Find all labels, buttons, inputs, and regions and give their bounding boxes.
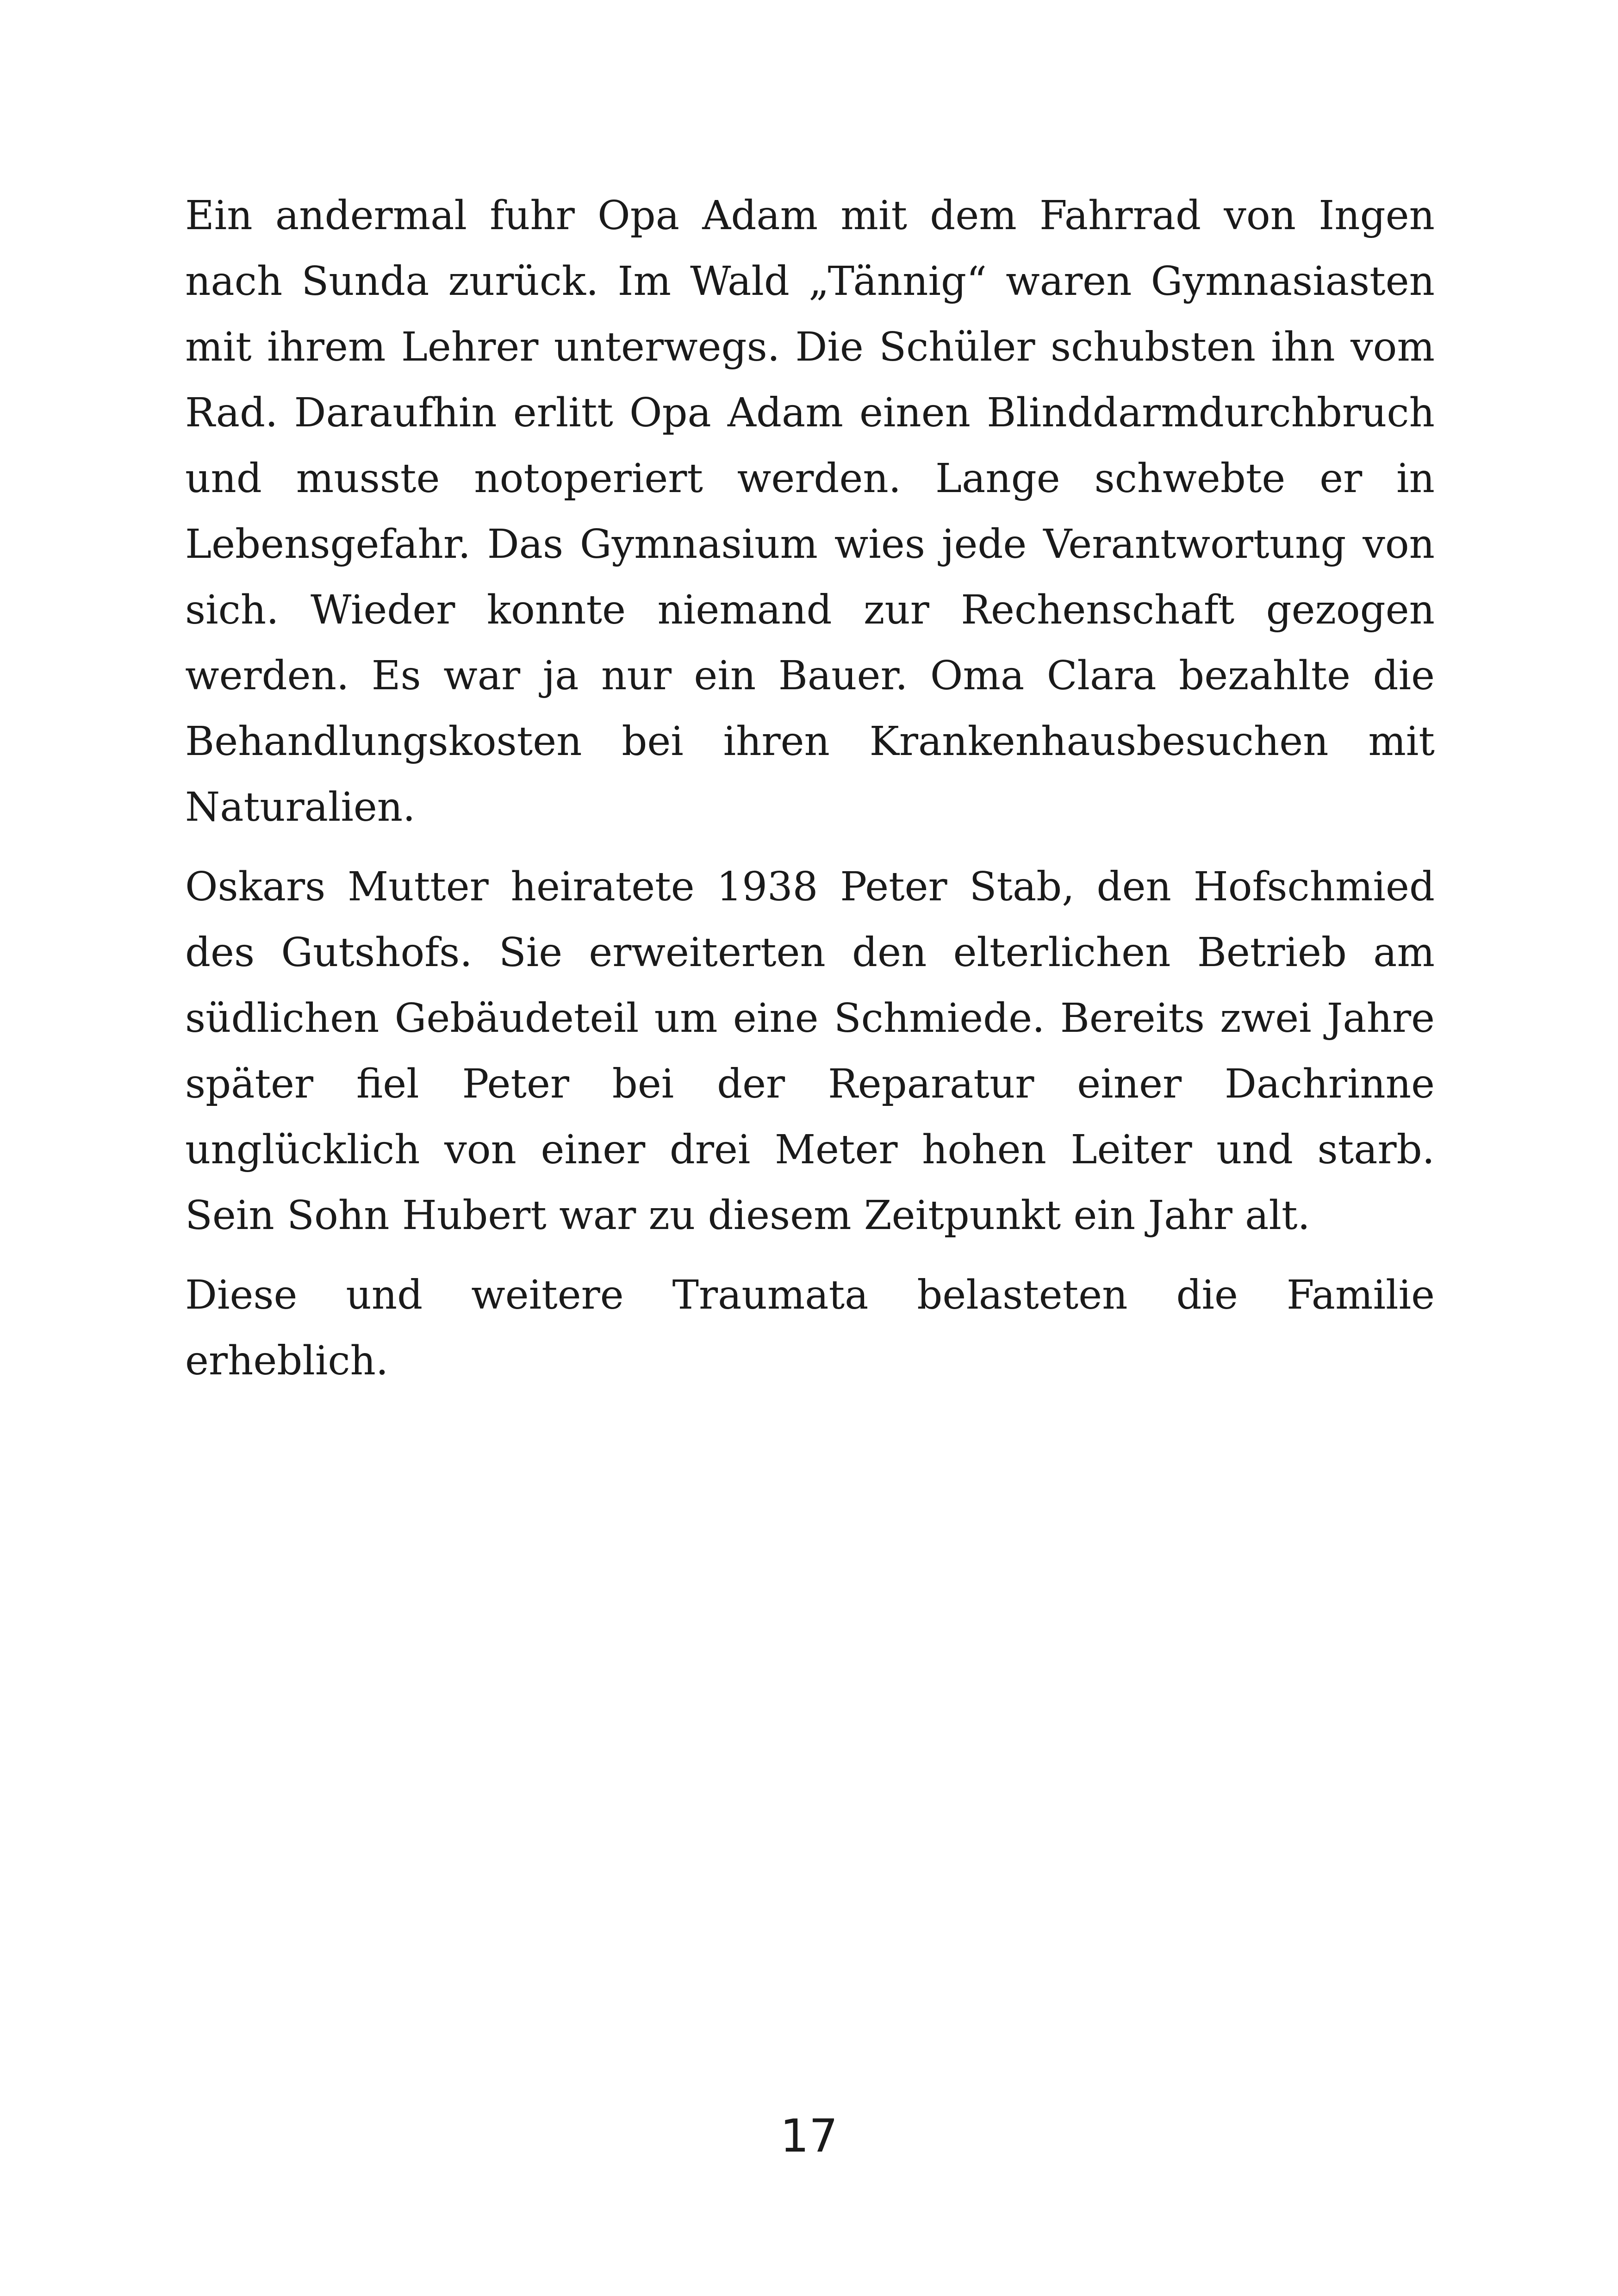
paragraph-2: Oskars Mutter heiratete 1938 Peter Stab, den Hofschmied des Gutshofs. Sie erweiterten den elterlichen Betrieb am südlichen Gebäudeteil um eine Schmiede. Bereits zwei Jahre später fiel Peter bei der Reparatur einer Dachrinne unglücklich von einer drei Meter hohen Leiter und starb. Sein Sohn Hubert war zu diesem Zeitpunkt ein Jahr alt. [185,864,1435,1239]
paragraph-1: Ein andermal fuhr Opa Adam mit dem Fahrrad von Ingen nach Sunda zurück. Im Wald „Tännig“ waren Gymnasiasten mit ihrem Lehrer unterwegs. Die Schüler schubsten ihn vom Rad. Daraufhin erlitt Opa Adam einen Blinddarmdurchbruch und musste notoperiert werden. Lange schwebte er in Lebensgefahr. Das Gymnasium wies jede Verantwortung von sich. Wieder konnte niemand zur Rechenschaft gezogen werden. Es war ja nur ein Bauer. Oma Clara bezahlte die Behandlungskosten bei ihren Krankenhausbesuchen mit Naturalien. [185,193,1435,830]
page-number: 17 [780,2110,838,2163]
paragraph-3: Diese und weitere Traumata belasteten die Familie erheblich. [185,1272,1435,1384]
body-text [185,183,1435,1408]
